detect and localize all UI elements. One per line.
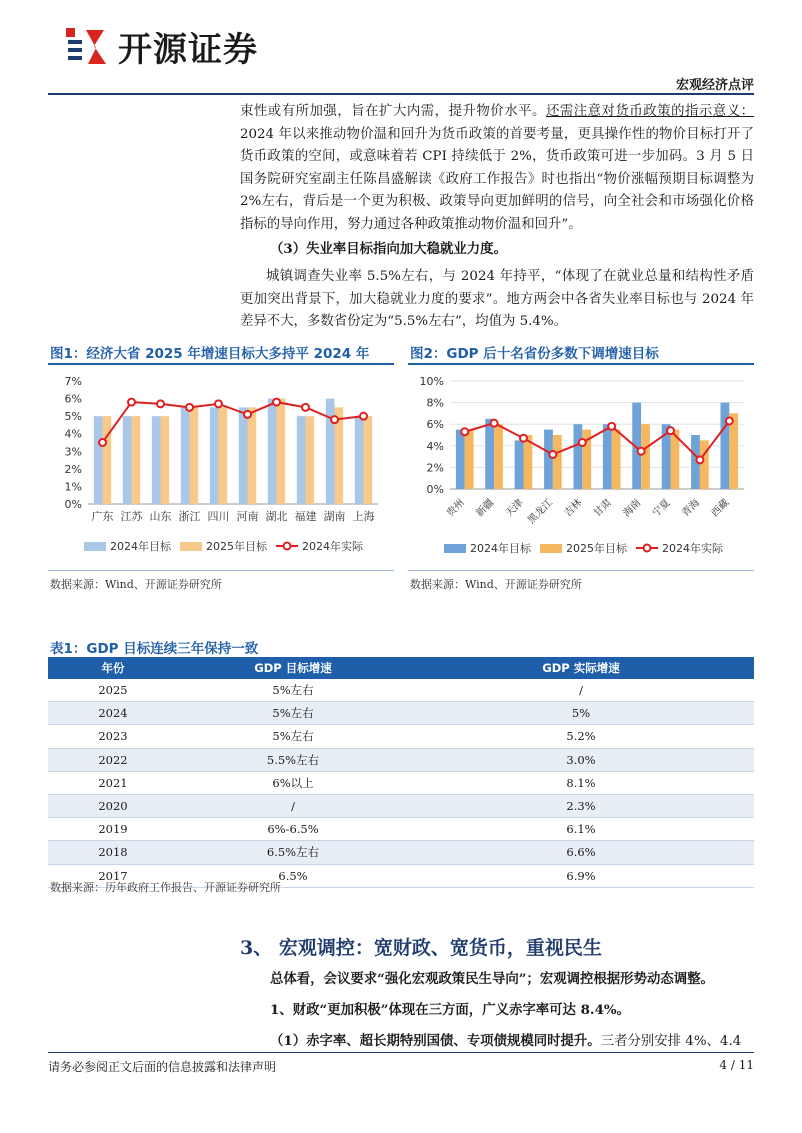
- point-2024-actual: [579, 439, 586, 446]
- y-tick-label: 4%: [64, 427, 82, 441]
- cell-actual: /: [408, 679, 754, 702]
- intro-paragraph: [240, 101, 754, 237]
- x-tick-label: 河南: [236, 510, 259, 523]
- logo-mark-icon: [64, 24, 110, 70]
- bar-2024-target: [94, 416, 103, 504]
- point-2024-actual: [549, 451, 556, 458]
- cell-year: 2021: [48, 771, 178, 794]
- bar-2025-target: [612, 430, 621, 489]
- x-tick-label: 海南: [621, 497, 644, 520]
- bar-2024-target: [515, 440, 524, 489]
- table-row: [48, 702, 754, 725]
- bar-2024-target: [181, 407, 190, 504]
- point1a-rest: 三者分别安排 4%、4.4: [600, 1034, 742, 1049]
- fig1-rule: [48, 363, 394, 365]
- point-2024-actual: [608, 423, 615, 430]
- point-2024-actual: [302, 404, 309, 411]
- section3-point1a: [270, 1030, 754, 1054]
- col-year-header: 年份: [48, 657, 178, 679]
- bar-2024-target: [485, 419, 494, 489]
- bar-2025-target: [103, 416, 112, 504]
- x-tick-label: 宁夏: [650, 497, 673, 520]
- y-tick-label: 10%: [419, 375, 444, 388]
- unemployment-paragraph: [240, 266, 754, 334]
- legend-label: 2024年目标: [470, 542, 531, 555]
- legend-swatch-marker: [644, 545, 651, 552]
- x-tick-label: 西藏: [709, 497, 732, 520]
- header-rule: [48, 93, 754, 95]
- point-2024-actual: [186, 404, 193, 411]
- cell-target: 6.5%: [178, 864, 408, 887]
- legend-label: 2024年实际: [662, 542, 723, 555]
- bar-2025-target: [248, 407, 257, 504]
- x-tick-label: 黑龙江: [526, 497, 556, 527]
- x-tick-label: 福建: [294, 510, 317, 523]
- cell-actual: 8.1%: [408, 771, 754, 794]
- point-2024-actual: [244, 411, 251, 418]
- x-tick-label: 甘肃: [591, 497, 614, 520]
- bar-2025-target: [161, 416, 170, 504]
- fig2-rule: [408, 363, 754, 365]
- fig2-chart: [408, 368, 754, 566]
- fig2-bottom-rule: [408, 570, 754, 571]
- point-2024-actual: [491, 420, 498, 427]
- cell-target: 5%左右: [178, 702, 408, 725]
- y-tick-label: 6%: [64, 392, 82, 406]
- point-2024-actual: [331, 416, 338, 423]
- cell-year: 2017: [48, 864, 178, 887]
- x-tick-label: 上海: [352, 510, 375, 523]
- gdp-table: [48, 657, 754, 888]
- x-tick-label: 湖南: [323, 510, 346, 523]
- y-tick-label: 3%: [64, 445, 82, 459]
- x-tick-label: 四川: [207, 510, 230, 523]
- legend-swatch: [444, 544, 466, 553]
- bar-2025-target: [553, 435, 562, 489]
- table-row: [48, 748, 754, 771]
- bar-2025-target: [465, 430, 474, 489]
- intro-underlined: 还需注意对货币政策的指示意义：: [545, 104, 755, 119]
- section3-heading: 3、 宏观调控：宽财政、宽货币，重视民生: [240, 937, 602, 959]
- legend-swatch: [540, 544, 562, 553]
- bar-2024-target: [152, 416, 161, 504]
- bar-2024-target: [239, 407, 248, 504]
- y-tick-label: 5%: [64, 410, 82, 424]
- point-2024-actual: [461, 428, 468, 435]
- cell-year: 2023: [48, 725, 178, 748]
- table-row: [48, 771, 754, 794]
- point-2024-actual: [273, 399, 280, 406]
- cell-actual: 6.9%: [408, 864, 754, 887]
- bar-2025-target: [641, 424, 650, 489]
- table-header-row: [48, 657, 754, 679]
- bar-2025-target: [364, 416, 373, 504]
- cell-year: 2025: [48, 679, 178, 702]
- table-row: [48, 841, 754, 864]
- bar-2024-target: [544, 430, 553, 489]
- footer-rule: [48, 1052, 754, 1053]
- footer-disclaimer: 请务必参阅正文后面的信息披露和法律声明: [48, 1060, 277, 1074]
- legend-label: 2025年目标: [566, 542, 627, 555]
- bar-2024-target: [456, 430, 465, 489]
- table1-source: 数据来源：历年政府工作报告、开源证券研究所: [50, 881, 281, 894]
- company-logo: [64, 20, 324, 72]
- x-tick-label: 山东: [149, 510, 172, 523]
- y-tick-label: 8%: [426, 396, 444, 410]
- cell-actual: 6.1%: [408, 818, 754, 841]
- cell-target: 6%以上: [178, 771, 408, 794]
- y-tick-label: 0%: [64, 498, 82, 511]
- legend-label: 2024年实际: [302, 540, 363, 553]
- cell-target: 5%左右: [178, 679, 408, 702]
- cell-year: 2024: [48, 702, 178, 725]
- fig1-title: 图1：经济大省 2025 年增速目标大多持平 2024 年: [50, 346, 370, 362]
- section3-point1: 1、财政“更加积极”体现在三方面，广义赤字率可达 8.4%。: [270, 1002, 630, 1018]
- legend-swatch: [180, 542, 202, 551]
- table-row: [48, 794, 754, 817]
- section-label: 宏观经济点评: [675, 78, 754, 93]
- series-line-2024-actual: [103, 402, 364, 442]
- table1-title: 表1：GDP 目标连续三年保持一致: [50, 641, 259, 657]
- bar-2024-target: [355, 416, 364, 504]
- y-tick-label: 0%: [426, 483, 444, 496]
- cell-actual: 5%: [408, 702, 754, 725]
- brand-name: 开源证券: [118, 30, 258, 70]
- point-2024-actual: [667, 427, 674, 434]
- legend-swatch-marker: [284, 543, 291, 550]
- cell-actual: 2.3%: [408, 794, 754, 817]
- col-actual-header: GDP 实际增速: [408, 657, 754, 679]
- x-tick-label: 吉林: [562, 497, 585, 520]
- x-tick-label: 浙江: [178, 510, 201, 523]
- bar-2025-target: [277, 399, 286, 504]
- point-2024-actual: [128, 399, 135, 406]
- x-tick-label: 江苏: [120, 510, 143, 523]
- bar-2024-target: [297, 416, 306, 504]
- fig2-title: 图2：GDP 后十名省份多数下调增速目标: [410, 346, 659, 362]
- bar-2024-target: [123, 416, 132, 504]
- x-tick-label: 湖北: [265, 510, 288, 523]
- x-tick-label: 天津: [503, 497, 526, 520]
- y-tick-label: 6%: [426, 418, 444, 432]
- table-body: [48, 679, 754, 887]
- point-2024-actual: [696, 456, 703, 463]
- cell-actual: 6.6%: [408, 841, 754, 864]
- point-2024-actual: [520, 435, 527, 442]
- cell-actual: 3.0%: [408, 748, 754, 771]
- point-2024-actual: [99, 439, 106, 446]
- table-row: [48, 818, 754, 841]
- y-tick-label: 4%: [426, 439, 444, 453]
- bar-2024-target: [720, 403, 729, 489]
- x-tick-label: 新疆: [474, 497, 497, 520]
- legend-label: 2024年目标: [110, 540, 171, 553]
- table-row: [48, 679, 754, 702]
- intro-rest: 2024 年以来推动物价温和回升为货币政策的首要考量，更具操作性的物价目标打开了货币政策的空间，或意味着若 CPI 持续低于 2%，货币政策可进一步加码。3 月 5 日国务院研究室副主任陈昌盛解读《政府工作报告》时也指出“物价涨幅预期目标调整为 2%左右，背后是一个更为积极、政策导向更加鲜明的信号，向全社会和市场强化价格指标的导向作用，努力通过各种政策推动物价温和回升”。: [240, 126, 754, 232]
- page-number: 4 / 11: [719, 1058, 754, 1072]
- fig1-chart: [48, 368, 394, 566]
- bar-2024-target: [268, 399, 277, 504]
- y-tick-label: 7%: [64, 375, 82, 388]
- intro-line1: 束性或有所加强，旨在扩大内需，提升物价水平。: [240, 104, 546, 119]
- bar-2025-target: [190, 407, 199, 504]
- bar-2025-target: [306, 416, 315, 504]
- fig1-bottom-rule: [48, 570, 394, 571]
- table-row: [48, 725, 754, 748]
- y-tick-label: 2%: [426, 461, 444, 475]
- legend-label: 2025年目标: [206, 540, 267, 553]
- point-2024-actual: [726, 417, 733, 424]
- bar-2024-target: [573, 424, 582, 489]
- fig1-source: 数据来源：Wind、开源证券研究所: [50, 578, 222, 591]
- bar-2024-target: [603, 424, 612, 489]
- cell-target: 6.5%左右: [178, 841, 408, 864]
- point-2024-actual: [157, 400, 164, 407]
- cell-year: 2019: [48, 818, 178, 841]
- cell-year: 2022: [48, 748, 178, 771]
- bar-2025-target: [219, 407, 228, 504]
- point-2024-actual: [215, 400, 222, 407]
- unemployment-text: 城镇调查失业率 5.5%左右，与 2024 年持平，“体现了在就业总量和结构性矛盾更加突出背景下，加大稳就业力度的要求”。地方两会中各省失业率目标也与 2024 年差异不大，多数省份定为“5.5%左右”，均值为 5.4%。: [240, 269, 754, 330]
- bar-2025-target: [494, 424, 503, 489]
- cell-target: 5%左右: [178, 725, 408, 748]
- cell-year: 2020: [48, 794, 178, 817]
- y-tick-label: 1%: [64, 480, 82, 494]
- cell-actual: 5.2%: [408, 725, 754, 748]
- cell-target: /: [178, 794, 408, 817]
- fig2-source: 数据来源：Wind、开源证券研究所: [410, 578, 582, 591]
- point-2024-actual: [360, 413, 367, 420]
- bar-2025-target: [132, 416, 141, 504]
- point-2024-actual: [638, 448, 645, 455]
- x-tick-label: 广东: [91, 510, 114, 523]
- bar-2024-target: [326, 399, 335, 504]
- point1a-bold: （1）赤字率、超长期特别国债、专项债规模同时提升。: [270, 1033, 601, 1049]
- cell-target: 6%-6.5%: [178, 818, 408, 841]
- cell-target: 5.5%左右: [178, 748, 408, 771]
- legend-swatch: [84, 542, 106, 551]
- series-line-2024-actual: [465, 421, 730, 460]
- x-tick-label: 贵州: [444, 497, 467, 520]
- y-tick-label: 2%: [64, 462, 82, 476]
- subhead-unemployment: （3）失业率目标指向加大稳就业力度。: [270, 241, 507, 257]
- cell-year: 2018: [48, 841, 178, 864]
- bar-2024-target: [210, 407, 219, 504]
- bar-2025-target: [700, 440, 709, 489]
- section3-summary: 总体看，会议要求“强化宏观政策民生导向”；宏观调控根据形势动态调整。: [270, 971, 714, 987]
- col-target-header: GDP 目标增速: [178, 657, 408, 679]
- x-tick-label: 青海: [680, 497, 703, 520]
